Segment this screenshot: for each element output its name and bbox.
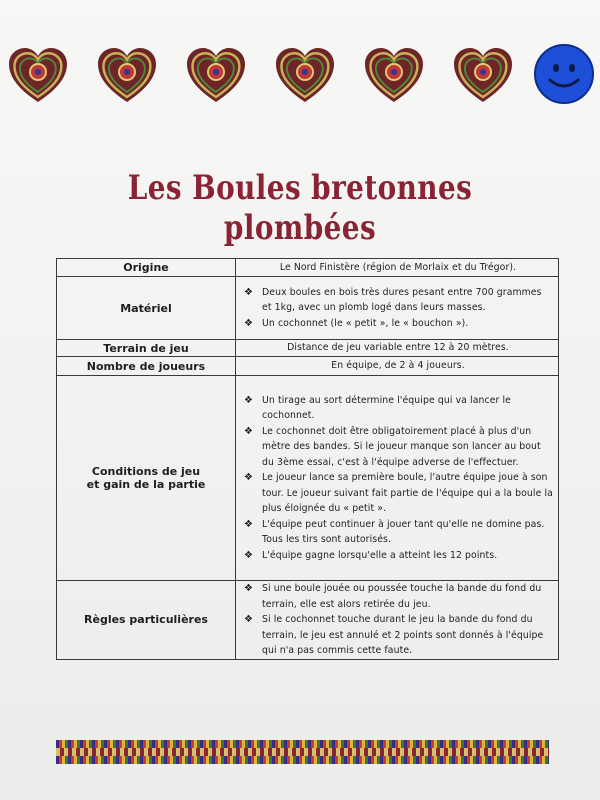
conditions-list (242, 393, 554, 564)
bullet-icon: ❖ (244, 317, 254, 329)
list-item (242, 393, 554, 424)
conditions-label-line1: Conditions de jeu (91, 465, 201, 478)
row-label-joueurs: Nombre de joueurs (57, 357, 236, 376)
list-item-text: L'équipe peut continuer à jouer tant qu'elle ne domine pas. Tous les tirs sont autorisés. (262, 518, 545, 546)
row-label-terrain: Terrain de jeu (57, 340, 236, 357)
bullet-icon: ❖ (244, 614, 254, 625)
hearts-border (6, 44, 596, 114)
rules-table (56, 258, 559, 660)
heart-icon (273, 44, 337, 108)
table-row (57, 340, 559, 357)
table-row (57, 581, 559, 660)
page-title: Les Boules bretonnes plombées (127, 168, 473, 248)
embroidered-stripe (56, 740, 549, 764)
list-item-text: Si une boule jouée ou poussée touche la bande du fond du terrain, elle est alors retirée du jeu. (262, 583, 542, 610)
bullet-icon: ❖ (244, 425, 254, 437)
row-value-joueurs: En équipe, de 2 à 4 joueurs. (236, 357, 559, 376)
list-item (242, 424, 554, 471)
row-value-conditions (236, 376, 559, 581)
row-label-conditions (57, 376, 236, 581)
table-row (57, 357, 559, 376)
row-value-origine: Le Nord Finistère (région de Morlaix et du Trégor). (236, 259, 559, 277)
heart-icon (95, 44, 159, 108)
heart-icon (6, 44, 70, 108)
conditions-label-line2: et gain de la partie (86, 478, 206, 491)
bullet-icon: ❖ (244, 394, 254, 406)
bullet-icon: ❖ (244, 549, 254, 561)
list-item-text: Un tirage au sort détermine l'équipe qui va lancer le cochonnet. (262, 394, 512, 422)
list-item-text: Un cochonnet (le « petit », le « bouchon »). (262, 317, 469, 329)
list-item-text: Deux boules en bois très dures pesant entre 700 grammes et 1kg, avec un plomb logé dans leurs masses. (262, 286, 542, 314)
list-item (242, 285, 554, 316)
row-value-regles (236, 581, 559, 660)
bullet-icon: ❖ (244, 286, 254, 298)
row-label-materiel: Matériel (57, 277, 236, 340)
bullet-icon: ❖ (244, 583, 254, 594)
row-value-materiel (236, 277, 559, 340)
materiel-list (242, 285, 554, 332)
list-item-text: L'équipe gagne lorsqu'elle a atteint les 12 points. (262, 549, 498, 561)
bullet-icon: ❖ (244, 518, 254, 530)
regles-list (242, 581, 554, 659)
row-label-regles: Règles particulières (57, 581, 236, 660)
bullet-icon: ❖ (244, 472, 254, 484)
list-item-text: Le joueur lance sa première boule, l'autre équipe joue à son tour. Le joueur suivant fait partie de l'équipe qui a la boule la plus éloignée du « petit ». (262, 472, 553, 515)
list-item (242, 581, 554, 612)
list-item (242, 316, 554, 332)
row-label-origine: Origine (57, 259, 236, 277)
row-value-terrain: Distance de jeu variable entre 12 à 20 mètres. (236, 340, 559, 357)
heart-icon (184, 44, 248, 108)
list-item (242, 517, 554, 548)
table-row (57, 376, 559, 581)
list-item (242, 470, 554, 517)
list-item-text: Le cochonnet doit être obligatoirement placé à plus d'un mètre des bandes. Si le joueur manque son lancer au bout du 3ème essai, c'est à l'équipe adverse de l'effectuer. (262, 425, 541, 468)
table-row (57, 259, 559, 277)
list-item (242, 548, 554, 564)
table-row (57, 277, 559, 340)
heart-icon (362, 44, 426, 108)
heart-icon (451, 44, 515, 108)
list-item (242, 612, 554, 659)
list-item-text: Si le cochonnet touche durant le jeu la bande du fond du terrain, le jeu est annulé et 2 points sont donnés à l'équipe qui n'a pas commis cette faute. (262, 614, 544, 656)
smiley-face-icon (532, 42, 596, 106)
